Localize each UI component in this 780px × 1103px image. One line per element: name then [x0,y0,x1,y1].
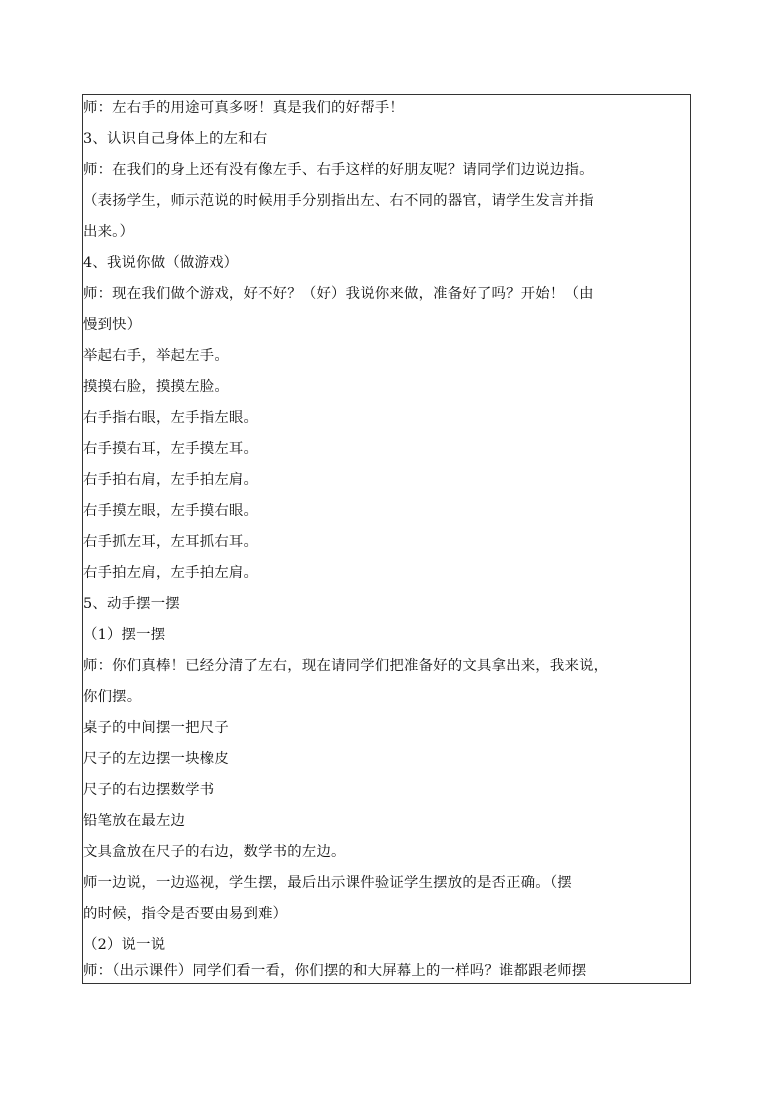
text-line: 右手摸右耳，左手摸左耳。 [83,441,259,457]
text-line: 慢到快） [83,317,142,333]
text-line: 铅笔放在最左边 [83,813,186,829]
text-line: 右手指右眼，左手指左眼。 [83,410,259,426]
text-line: （1）摆一摆 [83,627,166,643]
text-line: 师：现在我们做个游戏，好不好？（好）我说你来做，准备好了吗？开始！（由 [83,286,594,302]
text-line: 右手抓左耳，左耳抓右耳。 [83,534,259,550]
text-line: 师：左右手的用途可真多呀！真是我们的好帮手！ [83,100,404,116]
text-line: 5、动手摆一摆 [83,596,180,612]
text-line: 文具盒放在尺子的右边，数学书的左边。 [83,844,346,860]
text-line: 右手拍右肩，左手拍左肩。 [83,472,259,488]
text-line: 尺子的左边摆一块橡皮 [83,751,229,767]
text-line: 你们摆。 [83,689,142,705]
text-line: 的时候，指令是否要由易到难） [83,906,288,922]
text-line: 4、我说你做（做游戏） [83,255,239,271]
text-line: （表扬学生，师示范说的时候用手分别指出左、右不同的器官，请学生发言并指 [83,193,594,209]
text-line: 右手摸左眼，左手摸右眼。 [83,503,259,519]
text-line: 师：（出示课件）同学们看一看，你们摆的和大屏幕上的一样吗？谁都跟老师摆 [83,963,587,979]
text-line: （2）说一说 [83,937,166,953]
text-line: 右手拍左肩，左手拍左肩。 [83,565,259,581]
text-line: 举起右手，举起左手。 [83,348,229,364]
text-line: 出来。） [83,224,135,240]
text-line: 师：你们真棒！已经分清了左右，现在请同学们把准备好的文具拿出来，我来说， [83,658,609,674]
text-line: 3、认识自己身体上的左和右 [83,131,268,147]
text-line: 尺子的右边摆数学书 [83,782,215,798]
text-line: 摸摸右脸，摸摸左脸。 [83,379,229,395]
text-line: 师一边说，一边巡视，学生摆，最后出示课件验证学生摆放的是否正确。（摆 [83,875,572,891]
text-line: 师：在我们的身上还有没有像左手、右手这样的好朋友呢？请同学们边说边指。 [83,162,594,178]
text-line: 桌子的中间摆一把尺子 [83,720,229,736]
document-frame [82,94,691,984]
